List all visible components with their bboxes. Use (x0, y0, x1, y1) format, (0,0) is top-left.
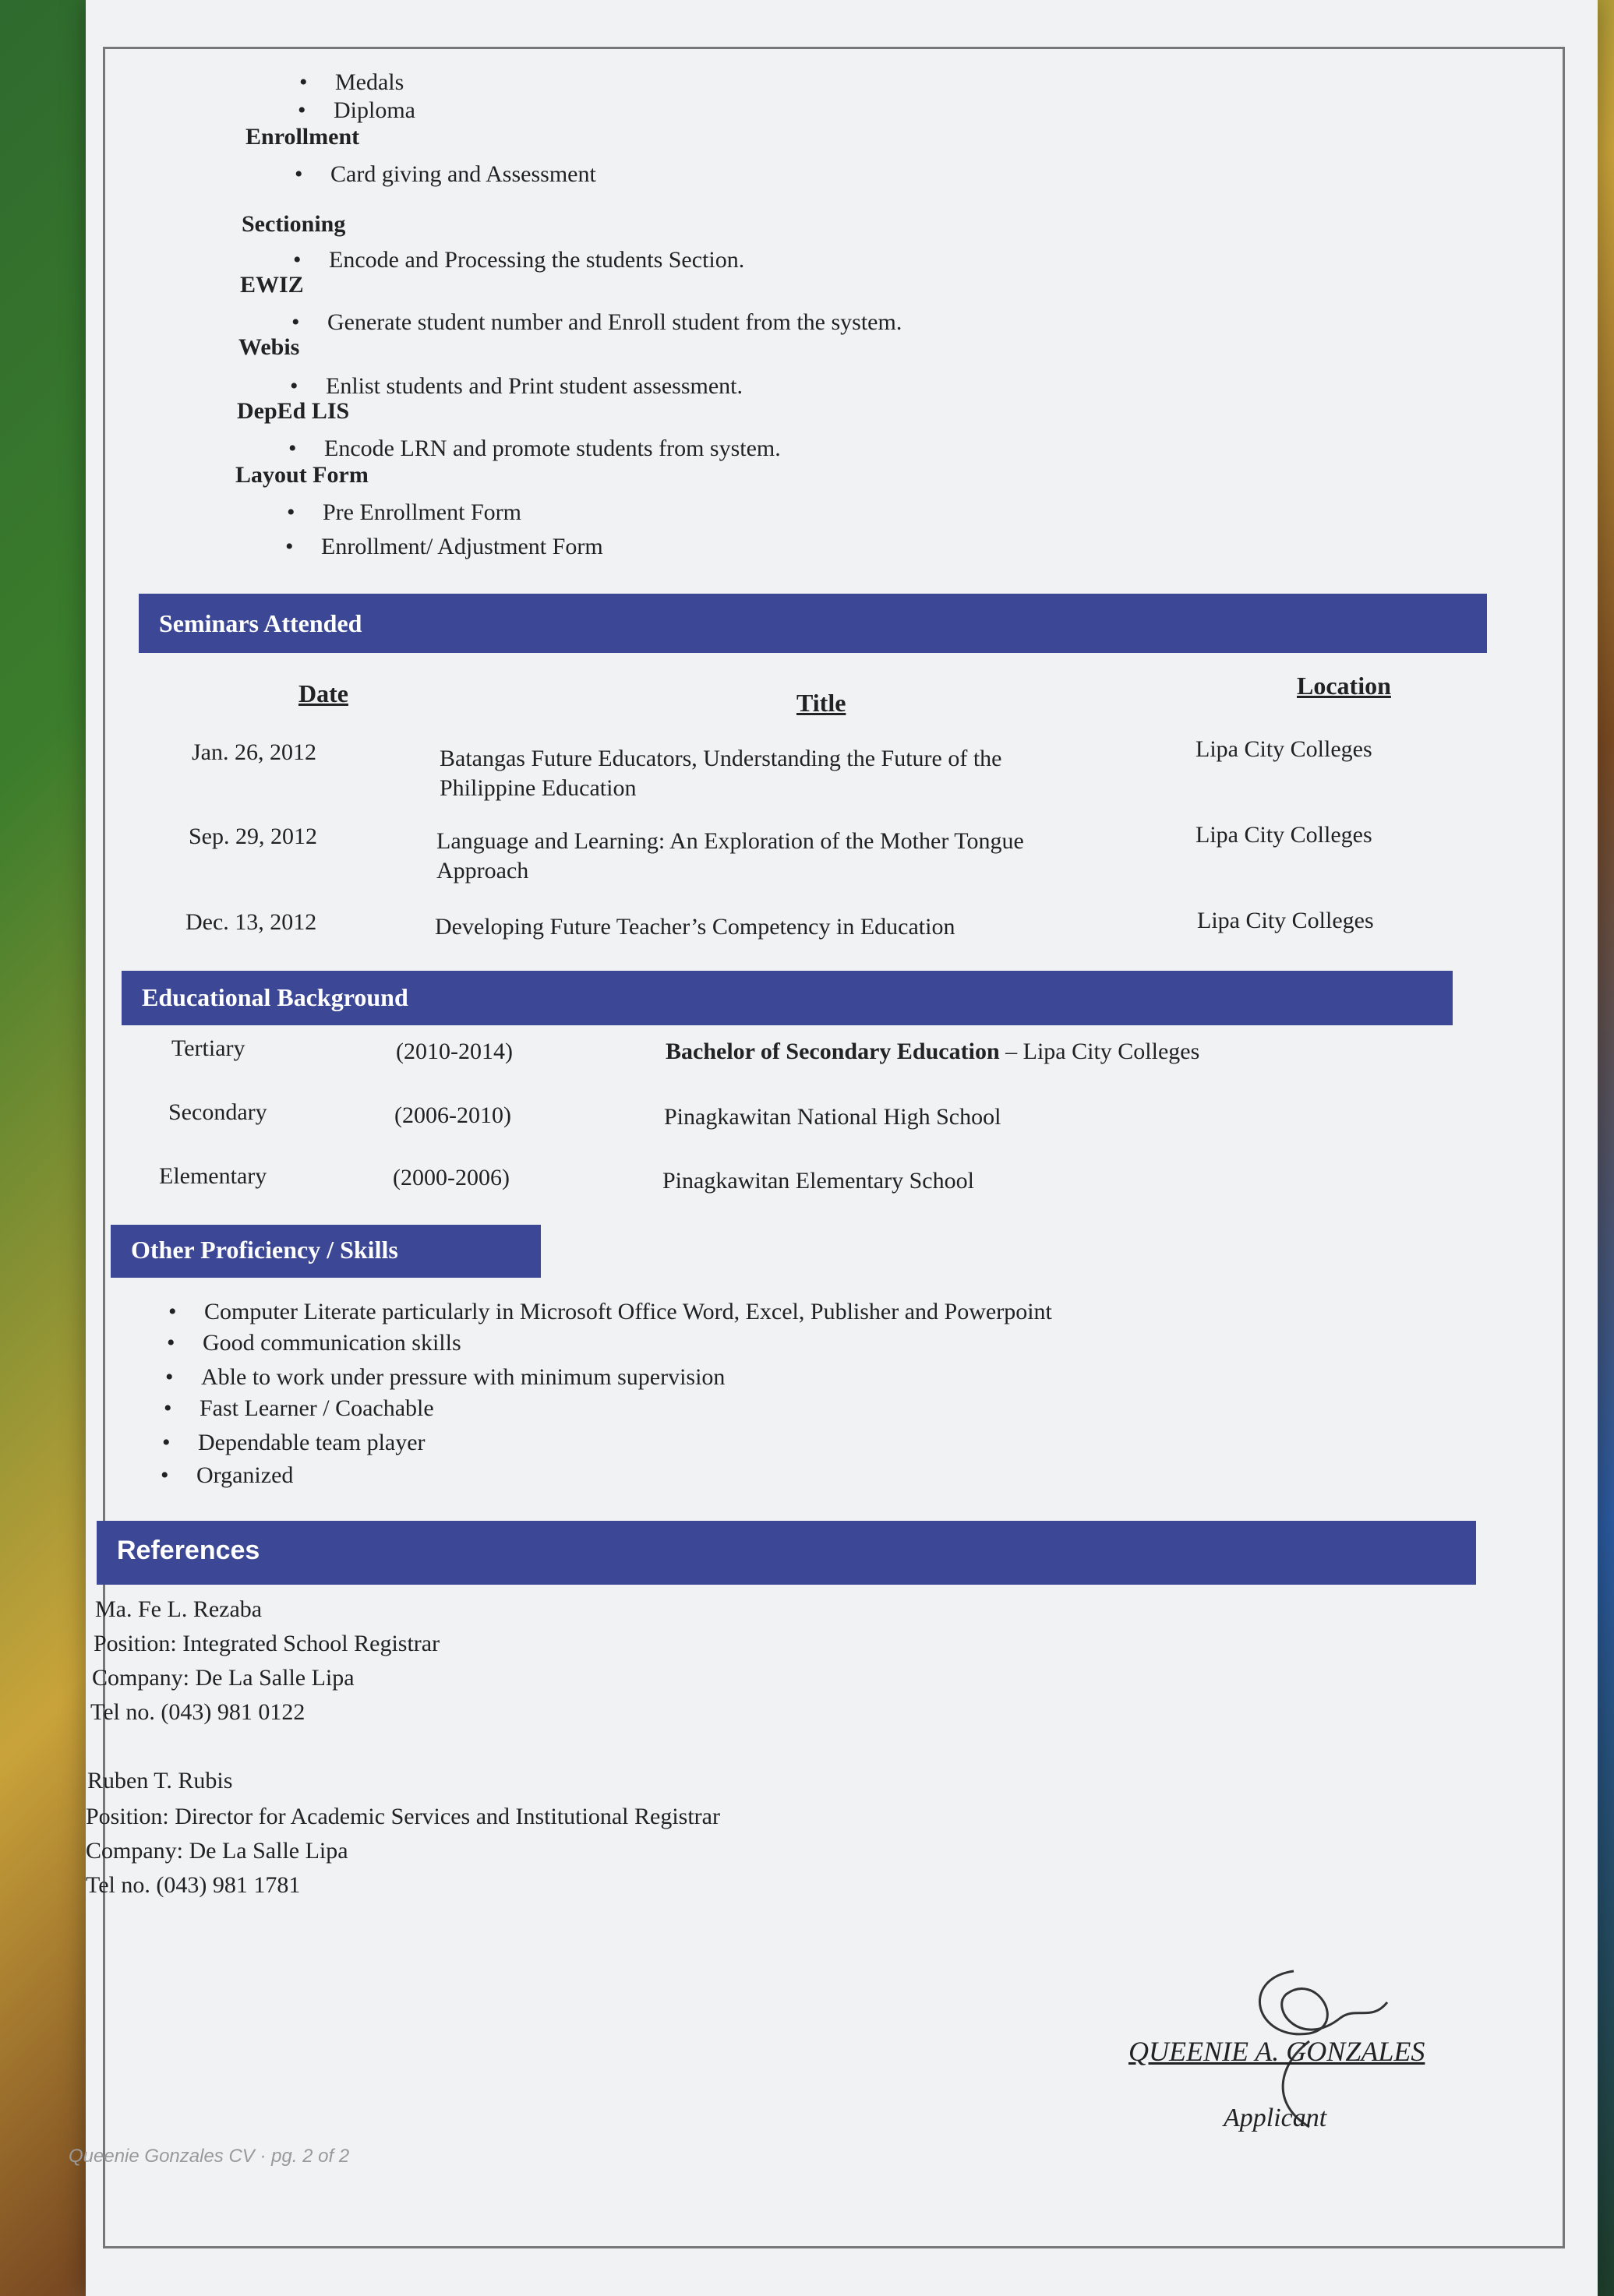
reference-name: Ma. Fe L. Rezaba (95, 1596, 263, 1622)
skill-item: • Fast Learner / Coachable (200, 1395, 434, 1423)
duty-item: • Enrollment/ Adjustment Form (321, 533, 603, 561)
education-years: (2006-2010) (394, 1102, 511, 1128)
skills-header: Other Proficiency / Skills (111, 1225, 541, 1278)
reference-position: Position: Integrated School Registrar (94, 1631, 440, 1656)
reference-tel: Tel no. (043) 981 1781 (86, 1872, 301, 1898)
seminar-title: Approach (436, 858, 529, 883)
reference-name: Ruben T. Rubis (87, 1768, 233, 1793)
references-header: References (97, 1521, 1476, 1585)
reference-position: Position: Director for Academic Services and Institutional Registrar (86, 1804, 720, 1829)
duty-item: • Encode and Processing the students Section. (329, 246, 744, 274)
reference-tel: Tel no. (043) 981 0122 (90, 1699, 305, 1725)
duty-bullet: • Medals (335, 69, 404, 97)
duty-item: • Encode LRN and promote students from system. (324, 435, 781, 463)
education-school: Pinagkawitan National High School (664, 1104, 1001, 1130)
duty-bullet: • Diploma (334, 97, 415, 125)
seminar-location: Lipa City Colleges (1195, 822, 1372, 848)
skill-item: • Able to work under pressure with minimum supervision (201, 1363, 725, 1391)
education-school-name: – Lipa City Colleges (999, 1039, 1200, 1064)
education-school: Pinagkawitan Elementary School (662, 1168, 974, 1194)
applicant-name: QUEENIE A. GONZALES (1128, 2036, 1425, 2067)
reference-company: Company: De La Salle Lipa (86, 1838, 348, 1864)
education-degree: Bachelor of Secondary Education (666, 1039, 1000, 1064)
seminar-location: Lipa City Colleges (1197, 908, 1374, 933)
applicant-role: Applicant (1224, 2104, 1327, 2132)
seminar-location-header: Location (1297, 672, 1391, 700)
education-level: Elementary (159, 1163, 267, 1189)
education-level: Tertiary (171, 1035, 245, 1061)
skill-item: • Computer Literate particularly in Microsoft Office Word, Excel, Publisher and Powerpoint (204, 1298, 1052, 1326)
skill-item: • Dependable team player (198, 1429, 426, 1457)
seminar-title: Developing Future Teacher’s Competency in Education (435, 914, 955, 940)
reference-company: Company: De La Salle Lipa (92, 1665, 355, 1691)
education-level: Secondary (168, 1099, 267, 1125)
seminars-header: Seminars Attended (139, 594, 1487, 653)
skill-item: • Organized (196, 1462, 293, 1490)
page-footer: Queenie Gonzales CV · pg. 2 of 2 (69, 2146, 350, 2167)
document-page (69, 0, 1598, 2296)
seminar-title: Philippine Education (440, 775, 637, 801)
duty-heading: DepEd LIS (237, 398, 350, 424)
duty-item: • Pre Enrollment Form (323, 499, 521, 527)
duty-item: • Generate student number and Enroll student from the system. (327, 309, 902, 337)
duty-heading: Layout Form (235, 462, 369, 488)
education-header: Educational Background (122, 971, 1453, 1025)
seminar-date-header: Date (298, 679, 348, 707)
education-years: (2010-2014) (396, 1039, 513, 1064)
duty-item: • Enlist students and Print student assessment. (326, 372, 743, 400)
duty-item: • Card giving and Assessment (330, 160, 596, 189)
seminar-date: Dec. 13, 2012 (185, 909, 317, 935)
page-border (103, 47, 1565, 2248)
duty-heading: Sectioning (242, 211, 346, 237)
seminar-location: Lipa City Colleges (1195, 736, 1372, 762)
seminar-date: Sep. 29, 2012 (189, 824, 317, 849)
seminar-date: Jan. 26, 2012 (192, 739, 316, 765)
seminar-title: Batangas Future Educators, Understanding the Future of the (440, 746, 1002, 771)
seminar-title: Language and Learning: An Exploration of the Mother Tongue (436, 828, 1024, 854)
seminar-title-header: Title (796, 689, 846, 717)
skill-item: • Good communication skills (203, 1329, 461, 1357)
duty-heading: EWIZ (240, 272, 304, 298)
education-years: (2000-2006) (393, 1165, 510, 1190)
duty-heading: Enrollment (245, 124, 360, 150)
education-school (666, 1038, 1199, 1066)
duty-heading: Webis (238, 334, 300, 360)
